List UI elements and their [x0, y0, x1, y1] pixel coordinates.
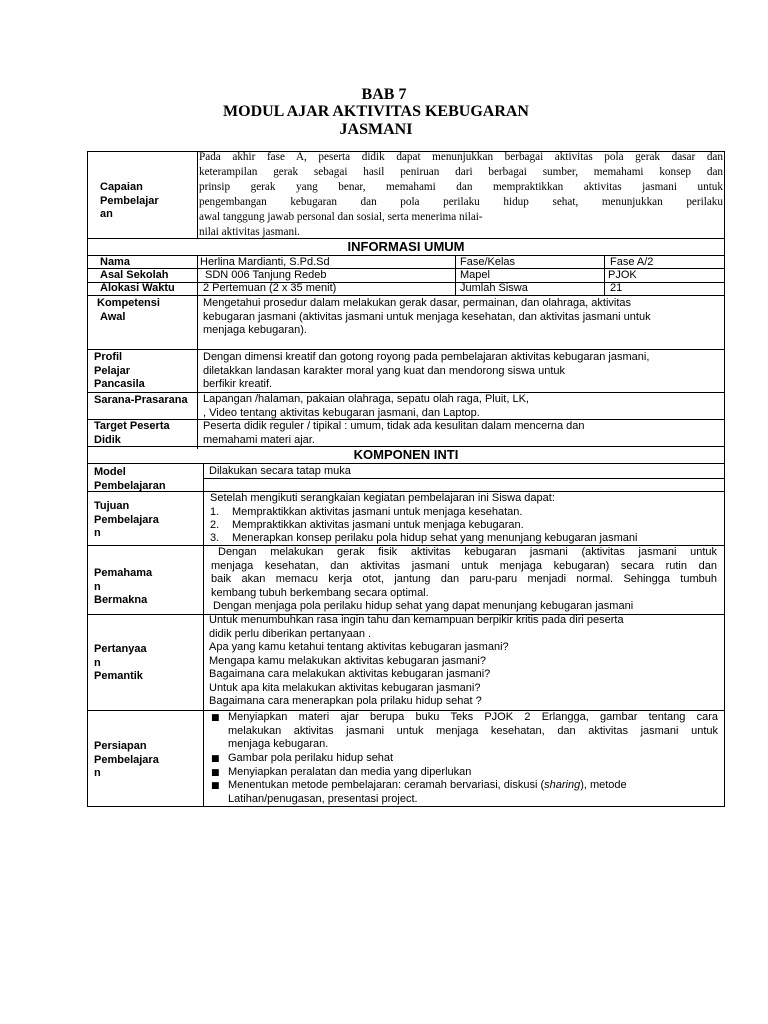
- model-label: Model Pembelajaran: [94, 466, 166, 492]
- persiapan-item: Gambar pola perilaku hidup sehat: [228, 752, 394, 764]
- sarana-label: Sarana-Prasarana: [94, 394, 188, 406]
- persiapan-item: Menyiapkan peralatan dan media yang diperlukan: [228, 766, 472, 778]
- persiapan-item: Menyiapkan materi ajar berupa buku Teks PJOK 2 Erlangga, gambar tentang cara melakukan aktivitas jasmani untuk menjaga kesehatan, dan aktivitas jasmani untuk menjaga kebugaran.: [228, 711, 718, 750]
- jumlah-value: 21: [610, 282, 623, 294]
- module-title-line-1: MODUL AJAR AKTIVITAS KEBUGARAN: [223, 103, 529, 120]
- target-text: Peserta didik reguler / tipikal : umum, tidak ada kesulitan dalam mencerna dan memahami materi ajar.: [203, 420, 585, 446]
- row-divider: [87, 295, 725, 296]
- nama-value: Herlina Mardianti, S.Pd.Sd: [200, 256, 330, 268]
- tujuan-item-text: Menerapkan konsep perilaku pola hidup sehat yang menunjang kebugaran jasmani: [232, 532, 638, 544]
- pertanyaan-label: Pertanyaa n Pemantik: [94, 643, 147, 682]
- tujuan-item: 1.: [210, 506, 220, 518]
- sarana-text: Lapangan /halaman, pakaian olahraga, sepatu olah raga, Pluit, LK, , Video tentang aktivitas kebugaran jasmani, dan Laptop.: [203, 393, 529, 419]
- pemahaman-label: Pemahama n Bermakna: [94, 567, 153, 606]
- chapter-title: BAB 7: [361, 86, 407, 103]
- bullet-icon: ■: [211, 781, 220, 791]
- tujuan-label: Tujuan Pembelajara n: [94, 500, 159, 539]
- capaian-label: Capaian Pembelajar an: [100, 181, 159, 220]
- bullet-icon: ■: [211, 713, 220, 723]
- row-divider: [87, 463, 725, 464]
- pemahaman-text: Dengan melakukan gerak fisik aktivitas kebugaran jasmani (aktivitas jasmani untuk menjaga kesehatan, dan aktivitas jasmani untuk menjaga kebugaran) secara rutin dan baik akan memacu kerja otot, jantung dan paru-paru menjadi normal. Sehingga tumbuh kembang tubuh berkembang secara optimal. Dengan menjaga pola perilaku hidup sehat yang dapat menunjang kebugaran jasmani: [211, 546, 717, 612]
- informasi-umum-heading: INFORMASI UMUM: [347, 239, 465, 254]
- tujuan-item-text: Mempraktikkan aktivitas jasmani untuk menjaga kebugaran.: [232, 519, 524, 531]
- pertanyaan-text: Untuk menumbuhkan rasa ingin tahu dan kemampuan berpikir kritis pada diri peserta didik perlu diberikan pertanyaan . Apa yang kamu ketahui tentang aktivitas kebugaran jasmani? Mengapa kamu melakukan aktivitas kebugaran jasmani? Bagaimana cara melakukan aktivitas kebugaran jasmani? Untuk apa kita melakukan aktivitas kebugaran jasmani? Bagaimana cara menerapkan pola prilaku hidup sehat ?: [209, 614, 624, 707]
- tujuan-item: 2.: [210, 519, 220, 531]
- col-divider: [455, 255, 456, 295]
- col-divider: [203, 463, 204, 807]
- col-divider: [197, 255, 198, 449]
- capaian-text: Pada akhir fase A, peserta didik dapat menunjukkan berbagai aktivitas pola gerak dasar dan keterampilan gerak sebagai hasil peniruan dari berbagai sumber, memahami konsep dan prinsip gerak yang benar, memahami dan mempraktikkan aktivitas jasmani untuk pengembangan kebugaran dan pola perilaku hidup sehat, menunjukkan perilaku awal tanggung jawab personal dan sosial, serta menerima nilai- nilai aktivitas jasmani.: [199, 151, 723, 238]
- fase-value: Fase A/2: [610, 256, 654, 268]
- alokasi-value: 2 Pertemuan (2 x 35 menit): [203, 282, 337, 294]
- kompetensi-label: Kompetensi Awal: [97, 297, 160, 323]
- tujuan-intro: Setelah mengikuti serangkaian kegiatan pembelajaran ini Siswa dapat:: [210, 492, 555, 504]
- persiapan-label: Persiapan Pembelajara n: [94, 740, 159, 779]
- profil-label: Profil Pelajar Pancasila: [94, 351, 145, 390]
- jumlah-label: Jumlah Siswa: [460, 282, 528, 294]
- persiapan-item: Menentukan metode pembelajaran: ceramah bervariasi, diskusi (sharing), metode Latihan/penugasan, presentasi project.: [228, 779, 627, 805]
- profil-text: Dengan dimensi kreatif dan gotong royong pada pembelajaran aktivitas kebugaran jasmani, diletakkan landasan karakter moral yang kuat dan mendorong siswa untuk berfikir kreatif.: [203, 351, 650, 390]
- fase-label: Fase/Kelas: [460, 256, 516, 268]
- bullet-icon: ■: [211, 768, 220, 778]
- alokasi-label: Alokasi Waktu: [100, 282, 175, 294]
- col-divider: [604, 255, 605, 295]
- kompetensi-text: Mengetahui prosedur dalam melakukan gerak dasar, permainan, dan olahraga, aktivitas kebugaran jasmani (aktivitas jasmani untuk menjaga kesehatan, dan aktivitas jasmani untuk menjaga kebugaran).: [203, 297, 651, 336]
- mapel-value: PJOK: [608, 269, 637, 281]
- mapel-label: Mapel: [460, 269, 490, 281]
- sekolah-value: SDN 006 Tanjung Redeb: [205, 269, 327, 281]
- nama-label: Nama: [100, 256, 130, 268]
- module-title-line-2: JASMANI: [339, 121, 413, 138]
- tujuan-item: 3.: [210, 532, 220, 544]
- row-divider: [87, 349, 725, 350]
- bullet-icon: ■: [211, 754, 220, 764]
- sekolah-label: Asal Sekolah: [100, 269, 169, 281]
- model-value: Dilakukan secara tatap muka: [209, 465, 351, 477]
- target-label: Target Peserta Didik: [94, 420, 170, 446]
- col-divider: [197, 151, 198, 238]
- komponen-inti-heading: KOMPONEN INTI: [353, 447, 459, 462]
- tujuan-item-text: Mempraktikkan aktivitas jasmani untuk menjaga kesehatan.: [232, 506, 523, 518]
